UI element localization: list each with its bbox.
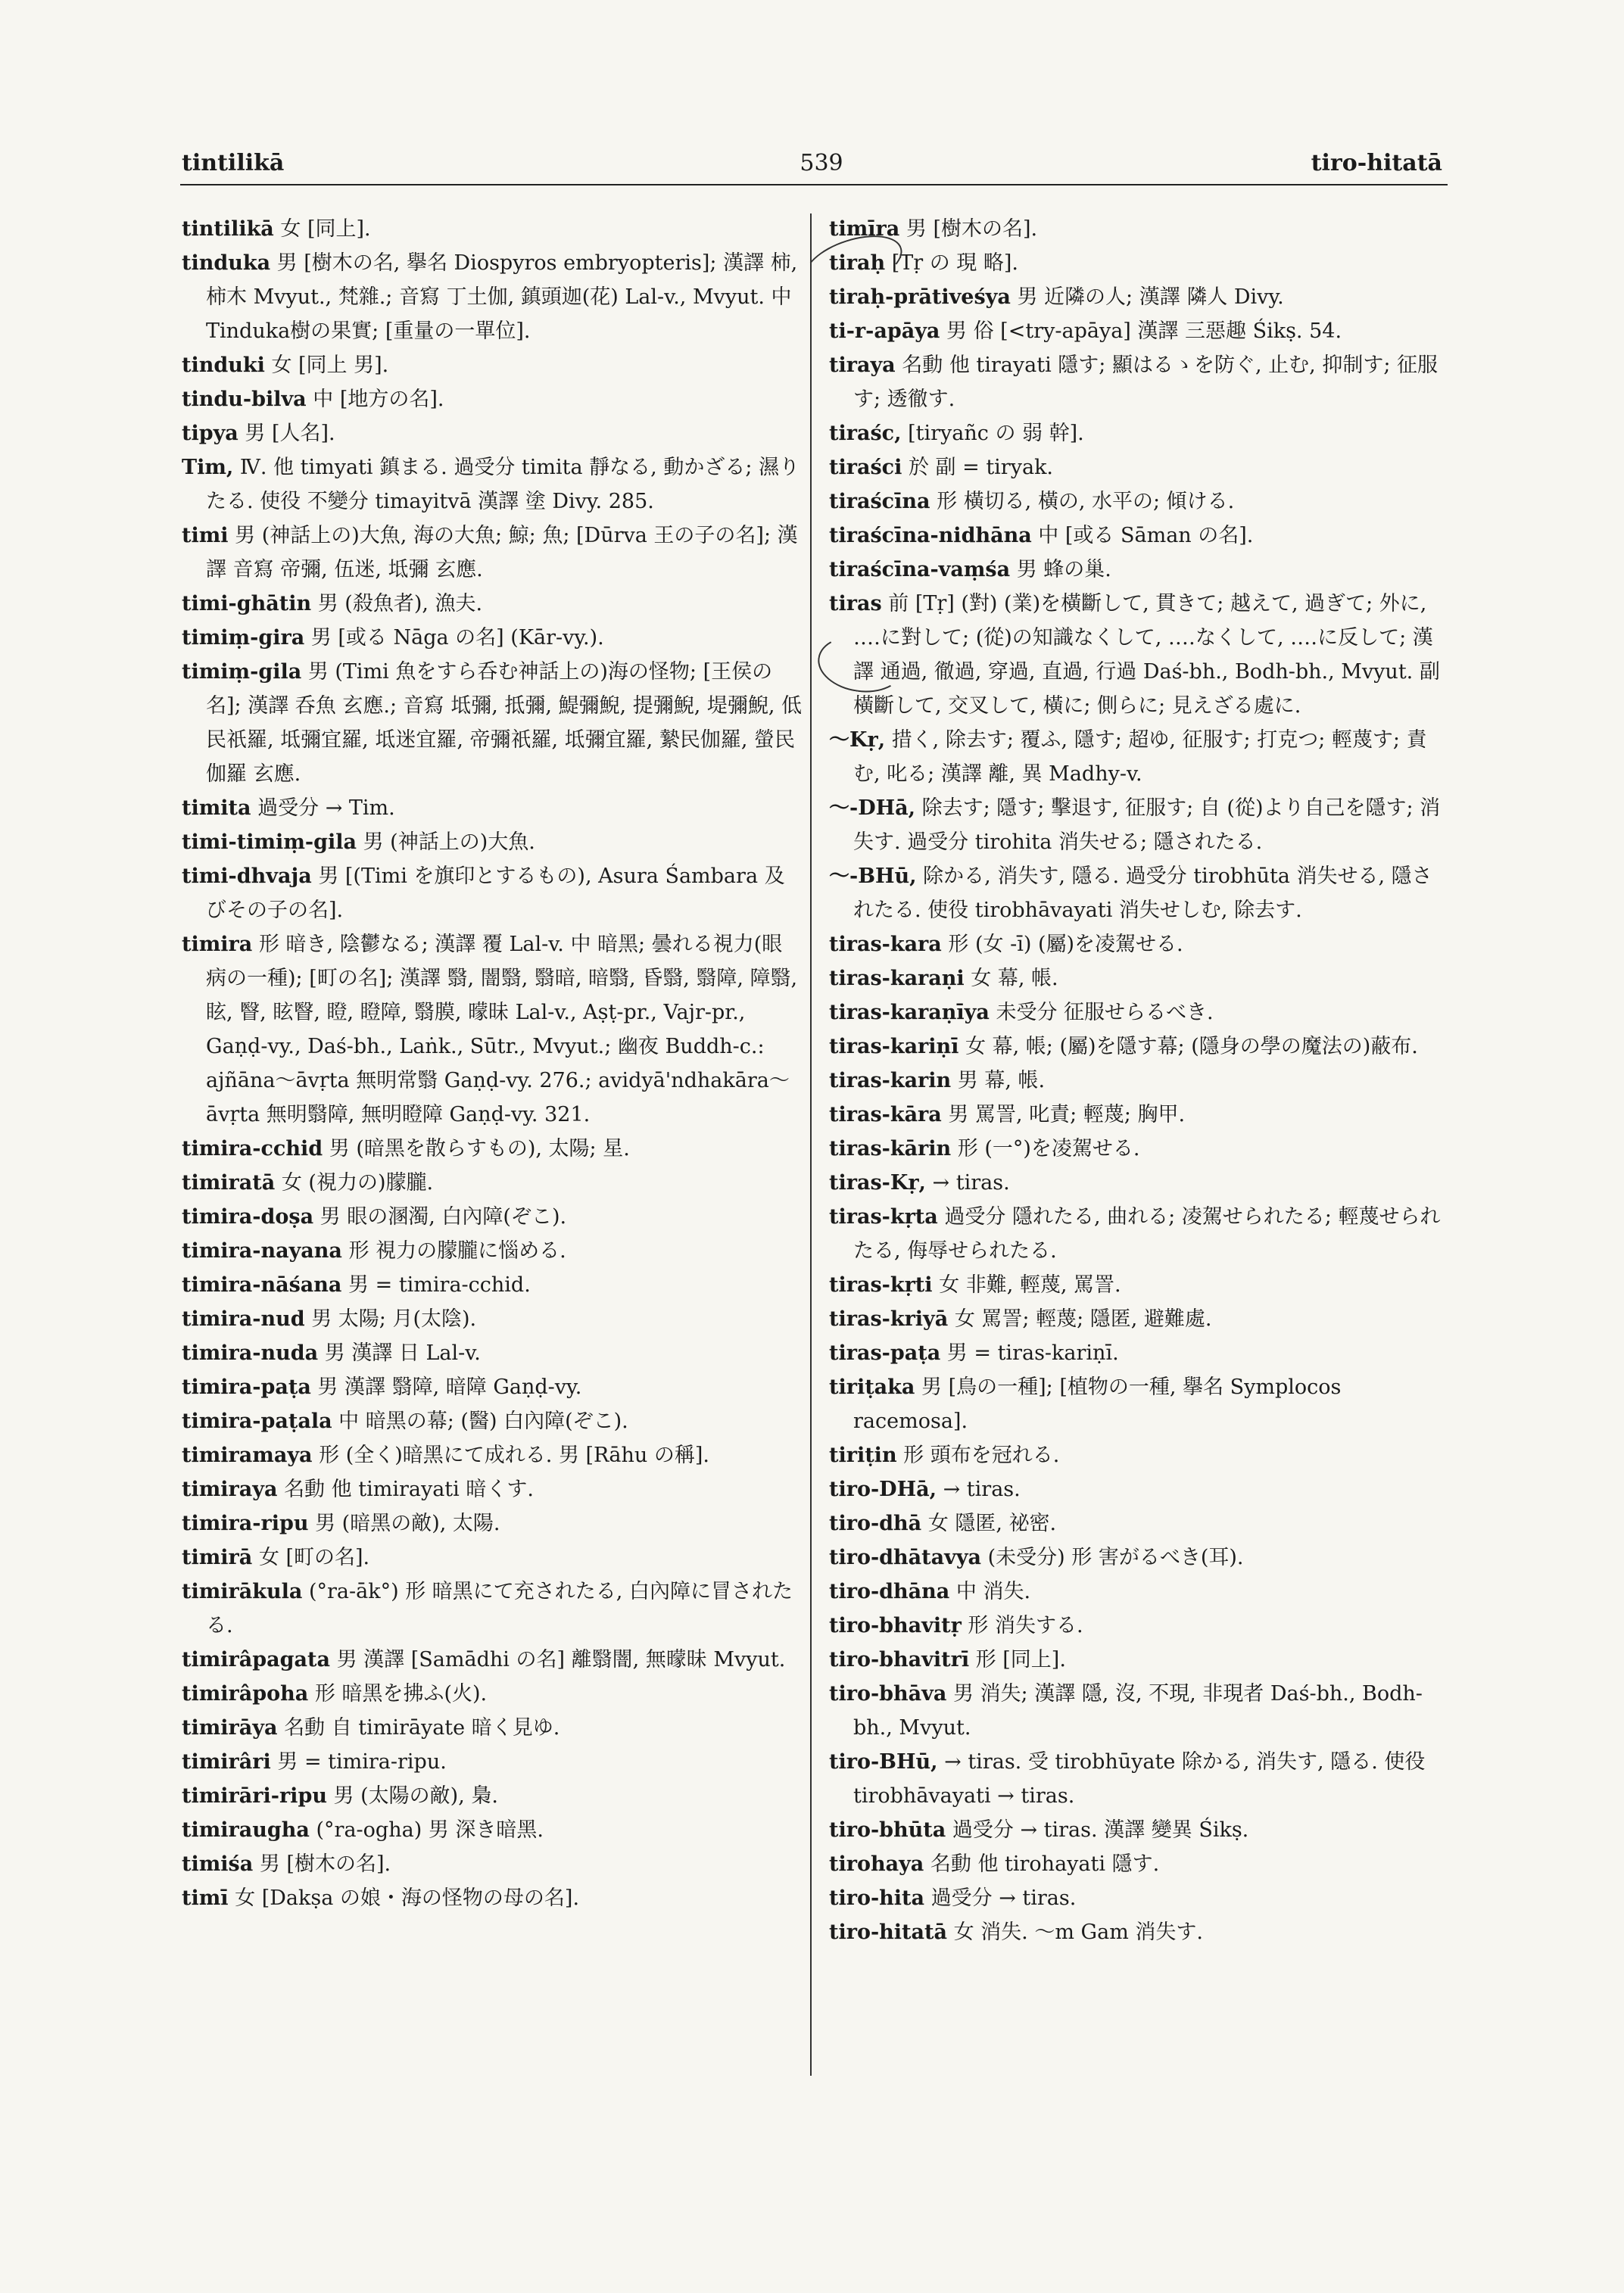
dictionary-entry — [829, 1915, 1450, 1949]
entry-headword: Tim, — [182, 456, 234, 479]
entry-definition: 男 眼の溷濁, 白內障(ぞこ). — [320, 1205, 567, 1229]
entry-definition: (°ra-āk°) 形 暗黑にて充されたる, 白內障に冒されたる. — [206, 1580, 793, 1637]
entry-headword: timirâpagata — [182, 1648, 330, 1671]
dictionary-entry — [829, 553, 1450, 587]
entry-definition: → tiras. — [943, 1478, 1021, 1501]
entry-definition: 形 消失する. — [968, 1614, 1083, 1637]
dictionary-entry — [829, 1030, 1450, 1064]
dictionary-entry — [829, 416, 1450, 450]
dictionary-entry — [182, 1506, 803, 1541]
dictionary-entry — [182, 519, 803, 587]
dictionary-entry — [829, 1166, 1450, 1200]
entry-headword: tiro-dhāna — [829, 1580, 950, 1603]
entry-headword: tiraśc, — [829, 422, 902, 445]
entry-definition: 女 [町の名]. — [258, 1546, 370, 1569]
dictionary-entry — [182, 1200, 803, 1234]
entry-headword: timira-nāśana — [182, 1273, 342, 1297]
entry-headword: tiras-kariṇī — [829, 1035, 959, 1058]
entry-headword: tiro-bhūta — [829, 1818, 946, 1842]
entry-definition: 男 [人名]. — [245, 422, 335, 445]
entry-definition: 女 [同上]. — [280, 217, 371, 241]
entry-headword: timiśa — [182, 1852, 254, 1876]
entry-definition: 男 (暗黑を散らすもの), 太陽; 星. — [329, 1137, 630, 1161]
dictionary-entry — [829, 212, 1450, 246]
entry-definition: 過受分 → tiras. 漢譯 變異 Śikṣ. — [952, 1818, 1249, 1842]
entry-headword: tiras-kāra — [829, 1103, 942, 1126]
dictionary-entry — [829, 587, 1450, 723]
entry-headword: timira-ripu — [182, 1512, 309, 1535]
entry-definition: 男 [或る Nāga の名] (Kār-vy.). — [310, 626, 604, 650]
entry-headword: tiro-BHū, — [829, 1750, 938, 1774]
entry-definition: 未受分 征服せらるべき. — [996, 1001, 1214, 1024]
entry-definition: 男 (殺魚者), 漁夫. — [317, 592, 483, 615]
entry-definition: 男 俗 [<try-apāya] 漢譯 三惡趣 Śikṣ. 54. — [946, 319, 1342, 343]
header-rule — [180, 184, 1448, 185]
entry-headword: tintilikā — [182, 217, 274, 241]
dictionary-entry — [182, 1472, 803, 1506]
entry-headword: 〜-BHū, — [829, 865, 917, 888]
entry-definition: 形 視力の朦朧に惱める. — [348, 1239, 566, 1263]
entry-definition: 中 [或る Sāman の名]. — [1038, 524, 1254, 547]
entry-headword: timira-cchid — [182, 1137, 323, 1161]
dictionary-entry — [829, 1336, 1450, 1370]
entry-headword: timirāya — [182, 1716, 278, 1740]
dictionary-entry — [829, 1847, 1450, 1881]
dictionary-entry — [829, 1370, 1450, 1438]
dictionary-entry — [829, 1132, 1450, 1166]
entry-definition: 男 漢譯 日 Lal-v. — [324, 1341, 481, 1365]
dictionary-entry — [182, 1677, 803, 1711]
dictionary-entry — [182, 1268, 803, 1302]
dictionary-entry — [182, 1745, 803, 1779]
entry-headword: tipya — [182, 422, 238, 445]
dictionary-entry — [829, 1098, 1450, 1132]
entry-definition: 男 = timira-cchid. — [348, 1273, 531, 1297]
entry-definition: 形 橫切る, 橫の, 水平の; 傾ける. — [937, 490, 1235, 513]
entry-definition: → tiras. — [932, 1171, 1010, 1195]
entry-headword: tiriṭaka — [829, 1375, 915, 1399]
entry-headword: timita — [182, 796, 251, 820]
entry-headword: timiṃ-gira — [182, 626, 305, 650]
entry-definition: 形 [同上]. — [975, 1648, 1066, 1671]
entry-headword: tiras-paṭa — [829, 1341, 941, 1365]
entry-headword: tiras-kara — [829, 933, 942, 956]
page-number: 539 — [800, 150, 843, 176]
entry-definition: 男 (神話上の)大魚. — [363, 830, 535, 854]
dictionary-entry — [829, 859, 1450, 927]
entry-headword: tindu-bilva — [182, 388, 307, 411]
entry-definition: 措く, 除去す; 覆ふ, 隱す; 超ゆ, 征服す; 打克つ; 輕蔑す; 責む, 叱る; 漢譯 離, 異 Madhy-v. — [853, 728, 1427, 786]
entry-headword: timira-nuda — [182, 1341, 319, 1365]
entry-definition: 女 [同上 男]. — [271, 354, 389, 377]
entry-definition: 男 幕, 帳. — [957, 1069, 1046, 1092]
entry-headword: tiraḥ-prātiveśya — [829, 285, 1011, 309]
entry-headword: tiras-karin — [829, 1069, 952, 1092]
entry-headword: tiro-bhavitṛ — [829, 1614, 962, 1637]
entry-definition: Ⅳ. 他 timyati 鎮まる. 過受分 timita 靜なる, 動かざる; 濕りたる. 使役 不變分 timayitvā 漢譯 塗 Divy. 285. — [206, 456, 800, 513]
entry-headword: timirāri-ripu — [182, 1784, 327, 1808]
dictionary-entry — [829, 1506, 1450, 1541]
dictionary-entry — [182, 1711, 803, 1745]
entry-definition: → tiras. 受 tirobhūyate 除かる, 消失す, 隱る. 使役 tirobhāvayati → tiras. — [853, 1750, 1426, 1808]
entry-headword: tiriṭin — [829, 1444, 897, 1467]
entry-headword: timiratā — [182, 1171, 276, 1195]
entry-headword: 〜-DHā, — [829, 796, 916, 820]
dictionary-entry — [829, 995, 1450, 1030]
entry-definition: 女 [Dakṣa の娘・海の怪物の母の名]. — [235, 1886, 580, 1910]
dictionary-entry — [182, 1643, 803, 1677]
entry-definition: 過受分 → Tim. — [257, 796, 395, 820]
dictionary-entry — [829, 1064, 1450, 1098]
entry-definition: 男 (神話上の)大魚, 海の大魚; 鯨; 魚; [Dūrva 王の子の名]; 漢譯 音寫 帝彌, 伍迷, 坻彌 玄應. — [206, 524, 798, 581]
entry-definition: 除かる, 消失す, 隱る. 過受分 tirobhūta 消失せる, 隱されたる. 使役 tirobhāvayati 消失せしむ, 除去す. — [853, 865, 1432, 922]
dictionary-entry — [829, 1200, 1450, 1268]
entry-headword: tiras — [829, 592, 882, 615]
entry-headword: tiras-Kṛ, — [829, 1171, 926, 1195]
entry-headword: timiṃ-gila — [182, 660, 302, 684]
entry-headword: timira-doṣa — [182, 1205, 314, 1229]
dictionary-entry — [182, 1779, 803, 1813]
entry-definition: 過受分 → tiras. — [930, 1886, 1077, 1910]
dictionary-entry — [829, 1813, 1450, 1847]
dictionary-entry — [829, 484, 1450, 519]
entry-headword: timiramaya — [182, 1444, 313, 1467]
entry-definition: 男 [鳥の一種]; [植物の一種, 擧名 Symplocos racemosa]. — [853, 1375, 1342, 1433]
entry-headword: tiraści — [829, 456, 902, 479]
dictionary-entry — [182, 1847, 803, 1881]
entry-definition: 形 (女 -ī) (屬)を凌駕せる. — [948, 933, 1183, 956]
entry-definition: 女 非難, 輕蔑, 罵詈. — [939, 1273, 1121, 1297]
entry-definition: 女 (視力の)朦朧. — [281, 1171, 434, 1195]
dictionary-entry — [182, 1813, 803, 1847]
dictionary-entry — [829, 1643, 1450, 1677]
entry-definition: 男 太陽; 月(太陰). — [311, 1307, 477, 1331]
dictionary-entry — [182, 1370, 803, 1404]
dictionary-entry — [182, 212, 803, 246]
dictionary-entry — [182, 1404, 803, 1438]
dictionary-entry — [182, 246, 803, 348]
dictionary-entry — [829, 791, 1450, 859]
entry-definition: 女 罵詈; 輕蔑; 隱匿, 避難處. — [954, 1307, 1212, 1331]
entry-headword: tiro-hita — [829, 1886, 925, 1910]
dictionary-entry — [829, 1268, 1450, 1302]
entry-headword: timirā — [182, 1546, 253, 1569]
entry-definition: 男 = tiras-kariṇī. — [946, 1341, 1119, 1365]
dictionary-entry — [829, 961, 1450, 995]
dictionary-entry — [182, 587, 803, 621]
entry-definition: 男 (太陽の敵), 梟. — [333, 1784, 498, 1808]
dictionary-entry — [182, 348, 803, 382]
entry-headword: timi-ghātin — [182, 592, 312, 615]
entry-headword: timira-nayana — [182, 1239, 342, 1263]
entry-definition: 名動 他 timirayati 暗くす. — [284, 1478, 534, 1501]
entry-definition: 男 (暗黑の敵), 太陽. — [315, 1512, 500, 1535]
dictionary-entry — [829, 280, 1450, 314]
entry-definition: 形 (全く)暗黑にて成れる. 男 [Rāhu の稱]. — [319, 1444, 709, 1467]
dictionary-entry — [829, 1302, 1450, 1336]
dictionary-entry — [829, 1609, 1450, 1643]
right-column — [829, 212, 1450, 1949]
entry-headword: tiro-dhā — [829, 1512, 922, 1535]
entry-definition: 男 漢譯 [Samādhi の名] 離翳闇, 無曚昧 Mvyut. — [336, 1648, 786, 1671]
entry-definition: 於 副 = tiryak. — [908, 456, 1054, 479]
entry-headword: timira-nud — [182, 1307, 305, 1331]
entry-definition: 男 罵詈, 叱責; 輕蔑; 胸甲. — [948, 1103, 1186, 1126]
entry-headword: tiras-kārin — [829, 1137, 952, 1161]
entry-definition: 形 頭布を冠れる. — [903, 1444, 1060, 1467]
dictionary-entry — [829, 1745, 1450, 1813]
entry-definition: 形 (一°)を凌駕せる. — [957, 1137, 1140, 1161]
dictionary-entry — [829, 1438, 1450, 1472]
entry-headword: tiras-karaṇi — [829, 967, 965, 990]
entry-headword: timi — [182, 524, 229, 547]
column-divider — [810, 213, 812, 2076]
dictionary-entry — [829, 927, 1450, 961]
dictionary-entry — [182, 825, 803, 859]
entry-headword: tiraścīna-nidhāna — [829, 524, 1032, 547]
entry-definition: 除去す; 隱す; 擊退す, 征服す; 自 (從)より自己を隱す; 消失す. 過受分 tirohita 消失せる; 隱されたる. — [853, 796, 1441, 854]
dictionary-entry — [182, 655, 803, 791]
dictionary-entry — [182, 450, 803, 519]
entry-headword: tiro-DHā, — [829, 1478, 937, 1501]
entry-definition: 男 (Timi 魚をすら呑む神話上の)海の怪物; [王侯の名]; 漢譯 呑魚 玄應.; 音寫 坻彌, 抵彌, 鯷彌鯢, 提彌鯢, 堤彌鯢, 低民祇羅, 坻彌宜羅, 坻迷宜羅, 帝彌祇羅, 坻彌宜羅, 縶民伽羅, 螢民伽羅 玄應. — [206, 660, 803, 786]
entry-definition: [Tṛ の 現 略]. — [891, 251, 1019, 275]
dictionary-entry — [182, 1881, 803, 1915]
entry-headword: timīra — [829, 217, 900, 241]
dictionary-entry — [829, 314, 1450, 348]
entry-definition: 形 暗き, 陰鬱なる; 漢譯 覆 Lal-v. 中 暗黑; 曇れる視力(眼病の一種); [町の名]; 漢譯 翳, 闇翳, 翳暗, 暗翳, 昏翳, 翳障, 障翳, 眩, 瞖, 眩瞖, 瞪, 瞪障, 翳膜, 曚昧 Lal-v., Aṣṭ-pr., Vajr-pr., Gaṇḍ-vy., Daś-bh., Laṅk., Sūtr., Mvyut.; 幽夜 Buddh-c.: ajñāna〜āvṛta 無明常翳 Gaṇḍ-vy. 276.; avidyā'ndhakāra〜āvṛta 無明翳障, 無明瞪障 Gaṇḍ-vy. 321. — [206, 933, 798, 1126]
left-column — [182, 212, 803, 1915]
entry-definition: 男 消失; 漢譯 隱, 沒, 不現, 非現者 Daś-bh., Bodh-bh., Mvyut. — [853, 1682, 1423, 1740]
entry-headword: tiro-bhavitrī — [829, 1648, 970, 1671]
entry-definition: 男 [樹木の名]. — [259, 1852, 391, 1876]
dictionary-entry — [182, 791, 803, 825]
dictionary-entry — [182, 927, 803, 1132]
dictionary-entry — [829, 519, 1450, 553]
entry-definition: 男 [(Timi を旗印とするもの), Asura Śambara 及びその子の名]. — [206, 865, 785, 922]
entry-headword: tiro-dhātavya — [829, 1546, 982, 1569]
entry-definition: 女 消失. 〜m Gam 消失す. — [953, 1921, 1203, 1944]
entry-definition: 名動 他 tirohayati 隱す. — [930, 1852, 1160, 1876]
dictionary-entry — [829, 246, 1450, 280]
entry-definition: 男 [樹木の名, 擧名 Diospyros embryopteris]; 漢譯 柿, 柿木 Mvyut., 梵雜.; 音寫 丁土伽, 鎮頭迦(花) Lal-v., Mvyut. 中 Tinduka樹の果實; [重量の一單位]. — [206, 251, 798, 343]
entry-definition: 男 = timira-ripu. — [277, 1750, 447, 1774]
entry-headword: timira — [182, 933, 253, 956]
entry-headword: tiras-karaṇīya — [829, 1001, 990, 1024]
entry-headword: tiraścīna-vaṃśa — [829, 558, 1011, 581]
entry-headword: timī — [182, 1886, 229, 1910]
dictionary-entry — [182, 1132, 803, 1166]
entry-headword: tinduki — [182, 354, 265, 377]
entry-definition: 中 消失. — [955, 1580, 1031, 1603]
entry-definition: 過受分 隱れたる, 曲れる; 凌駕せられたる; 輕蔑せられたる, 侮辱せられたる. — [853, 1205, 1441, 1263]
entry-headword: timi-timiṃ-gila — [182, 830, 357, 854]
entry-headword: timira-paṭa — [182, 1375, 311, 1399]
entry-headword: 〜Kṛ, — [829, 728, 886, 752]
dictionary-entry — [182, 859, 803, 927]
entry-headword: timira-paṭala — [182, 1410, 332, 1433]
entry-definition: (未受分) 形 害がるべき(耳). — [987, 1546, 1244, 1569]
dictionary-entry — [829, 450, 1450, 484]
entry-definition: 男 蜂の巢. — [1016, 558, 1111, 581]
entry-definition: (°ra-ogha) 男 深き暗黑. — [316, 1818, 544, 1842]
dictionary-entry — [829, 348, 1450, 416]
header-right-guide-word: tiro-hitatā — [1311, 150, 1442, 176]
entry-definition: 前 [Tṛ] (對) (業)を橫斷して, 貫きて; 越えて, 過ぎて; 外に, ‥‥に對して; (從)の知識なくして, ‥‥なくして, ‥‥に反して; 漢譯 通過, 徹過, 穿過, 直過, 行過 Daś-bh., Bodh-bh., Mvyut. 副 橫斷して, 交叉して, 橫に; 側らに; 見えざる處に. — [853, 592, 1440, 718]
entry-headword: tiro-hitatā — [829, 1921, 947, 1944]
entry-headword: tiraḥ — [829, 251, 886, 275]
entry-headword: tirohaya — [829, 1852, 924, 1876]
dictionary-entry — [829, 1575, 1450, 1609]
dictionary-entry — [829, 1677, 1450, 1745]
entry-headword: timirâpoha — [182, 1682, 309, 1706]
entry-headword: timirâri — [182, 1750, 271, 1774]
dictionary-entry — [182, 382, 803, 416]
dictionary-entry — [182, 1336, 803, 1370]
entry-definition: 男 漢譯 翳障, 暗障 Gaṇḍ-vy. — [317, 1375, 582, 1399]
header-left-guide-word: tintilikā — [182, 150, 285, 176]
dictionary-entry — [829, 1881, 1450, 1915]
entry-headword: timiraugha — [182, 1818, 310, 1842]
dictionary-entry — [182, 1234, 803, 1268]
entry-headword: tiras-kṛti — [829, 1273, 933, 1297]
entry-headword: tinduka — [182, 251, 271, 275]
dictionary-entry — [182, 1541, 803, 1575]
entry-headword: timi-dhvaja — [182, 865, 312, 888]
dictionary-entry — [182, 1575, 803, 1643]
entry-definition: 女 隱匿, 祕密. — [927, 1512, 1057, 1535]
entry-headword: ti-r-apāya — [829, 319, 940, 343]
dictionary-entry — [182, 416, 803, 450]
entry-definition: 中 暗黑の幕; (醫) 白內障(ぞこ). — [338, 1410, 628, 1433]
entry-definition: 名動 自 timirāyate 暗く見ゆ. — [284, 1716, 560, 1740]
entry-definition: 女 幕, 帳; (屬)を隱す幕; (隱身の學の魔法の)蔽布. — [965, 1035, 1418, 1058]
entry-headword: tiraścīna — [829, 490, 930, 513]
dictionary-entry — [829, 1541, 1450, 1575]
entry-definition: 男 [樹木の名]. — [906, 217, 1038, 241]
entry-definition: 男 近隣の人; 漢譯 隣人 Divy. — [1017, 285, 1284, 309]
entry-definition: 女 幕, 帳. — [971, 967, 1058, 990]
entry-headword: tiro-bhāva — [829, 1682, 947, 1706]
entry-headword: timiraya — [182, 1478, 278, 1501]
entry-definition: 形 暗黑を拂ふ(火). — [314, 1682, 488, 1706]
dictionary-entry — [182, 1438, 803, 1472]
entry-headword: tiras-kṛta — [829, 1205, 938, 1229]
dictionary-entry — [182, 1302, 803, 1336]
dictionary-entry — [182, 621, 803, 655]
entry-headword: tiraya — [829, 354, 896, 377]
entry-headword: timirākula — [182, 1580, 303, 1603]
entry-definition: [tiryañc の 弱 幹]. — [908, 422, 1084, 445]
entry-definition: 中 [地方の名]. — [313, 388, 444, 411]
dictionary-entry — [829, 1472, 1450, 1506]
dictionary-entry — [829, 723, 1450, 791]
dictionary-entry — [182, 1166, 803, 1200]
entry-headword: tiras-kriyā — [829, 1307, 949, 1331]
entry-definition: 名動 他 tirayati 隱す; 顯はるゝを防ぐ, 止む, 抑制す; 征服す; 透徹す. — [853, 354, 1438, 411]
